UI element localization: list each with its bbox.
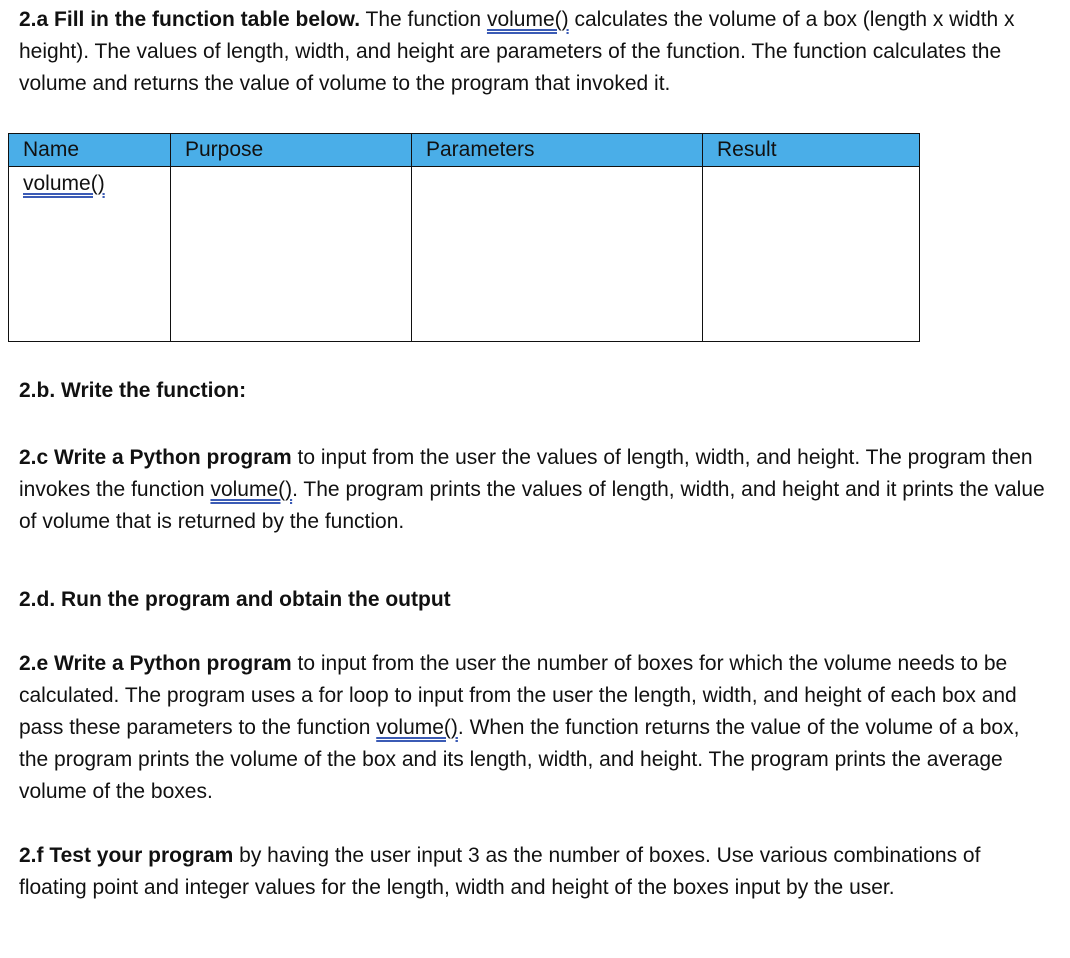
question-2c [19, 442, 1052, 538]
question-2f [19, 840, 1052, 904]
function-table-header-row [9, 134, 920, 167]
question-2b [19, 375, 1052, 407]
question-2c-text: to input from the user the values of length, width, and height. The program then invokes the function [19, 446, 1033, 501]
cell-name-value: volume() [23, 172, 105, 195]
question-2e [19, 648, 1052, 808]
question-2d-heading: 2.d. Run the program and obtain the output [19, 588, 451, 611]
header-parameters: Parameters [412, 134, 703, 167]
question-2a [19, 4, 1052, 100]
question-2f-text: by having the user input 3 as the number of boxes. Use various combinations of floating point and integer values for the length, width and height of the boxes input by the user. [19, 844, 981, 899]
function-name-ref: volume() [486, 8, 569, 31]
question-2c-heading: 2.c Write a Python program [19, 446, 292, 469]
cell-purpose[interactable] [171, 167, 412, 342]
question-2e-text-cont: . When the function returns the value of the volume of a box, the program prints the volume of the box and its length, width, and height. The program prints the average volume of the boxes. [19, 716, 1020, 803]
function-table [8, 133, 920, 342]
question-2a-text-cont: calculates the volume of a box (length x width x height). The values of length, width, and height are parameters of the function. The function calculates the volume and returns the value of volume to the program that invoked it. [19, 8, 1015, 95]
header-name: Name [9, 134, 171, 167]
header-result: Result [703, 134, 920, 167]
question-2d [19, 584, 1052, 616]
question-2e-text: to input from the user the number of boxes for which the volume needs to be calculated. The program uses a for loop to input from the user the length, width, and height of each box and pass these parameters to the function [19, 652, 1017, 739]
cell-parameters[interactable] [412, 167, 703, 342]
function-name-ref: volume() [210, 478, 293, 501]
header-purpose: Purpose [171, 134, 412, 167]
table-row [9, 167, 920, 342]
question-2a-text: The function [360, 8, 487, 31]
question-2e-heading: 2.e Write a Python program [19, 652, 292, 675]
question-2c-text-cont: . The program prints the values of length, width, and height and it prints the value of volume that is returned by the function. [19, 478, 1045, 533]
cell-result[interactable] [703, 167, 920, 342]
function-name-ref: volume() [376, 716, 458, 739]
question-2a-heading: 2.a Fill in the function table below. [19, 8, 361, 31]
question-2f-heading: 2.f Test your program [19, 844, 234, 867]
cell-name[interactable] [9, 167, 171, 342]
question-2b-heading: 2.b. Write the function: [19, 379, 247, 402]
